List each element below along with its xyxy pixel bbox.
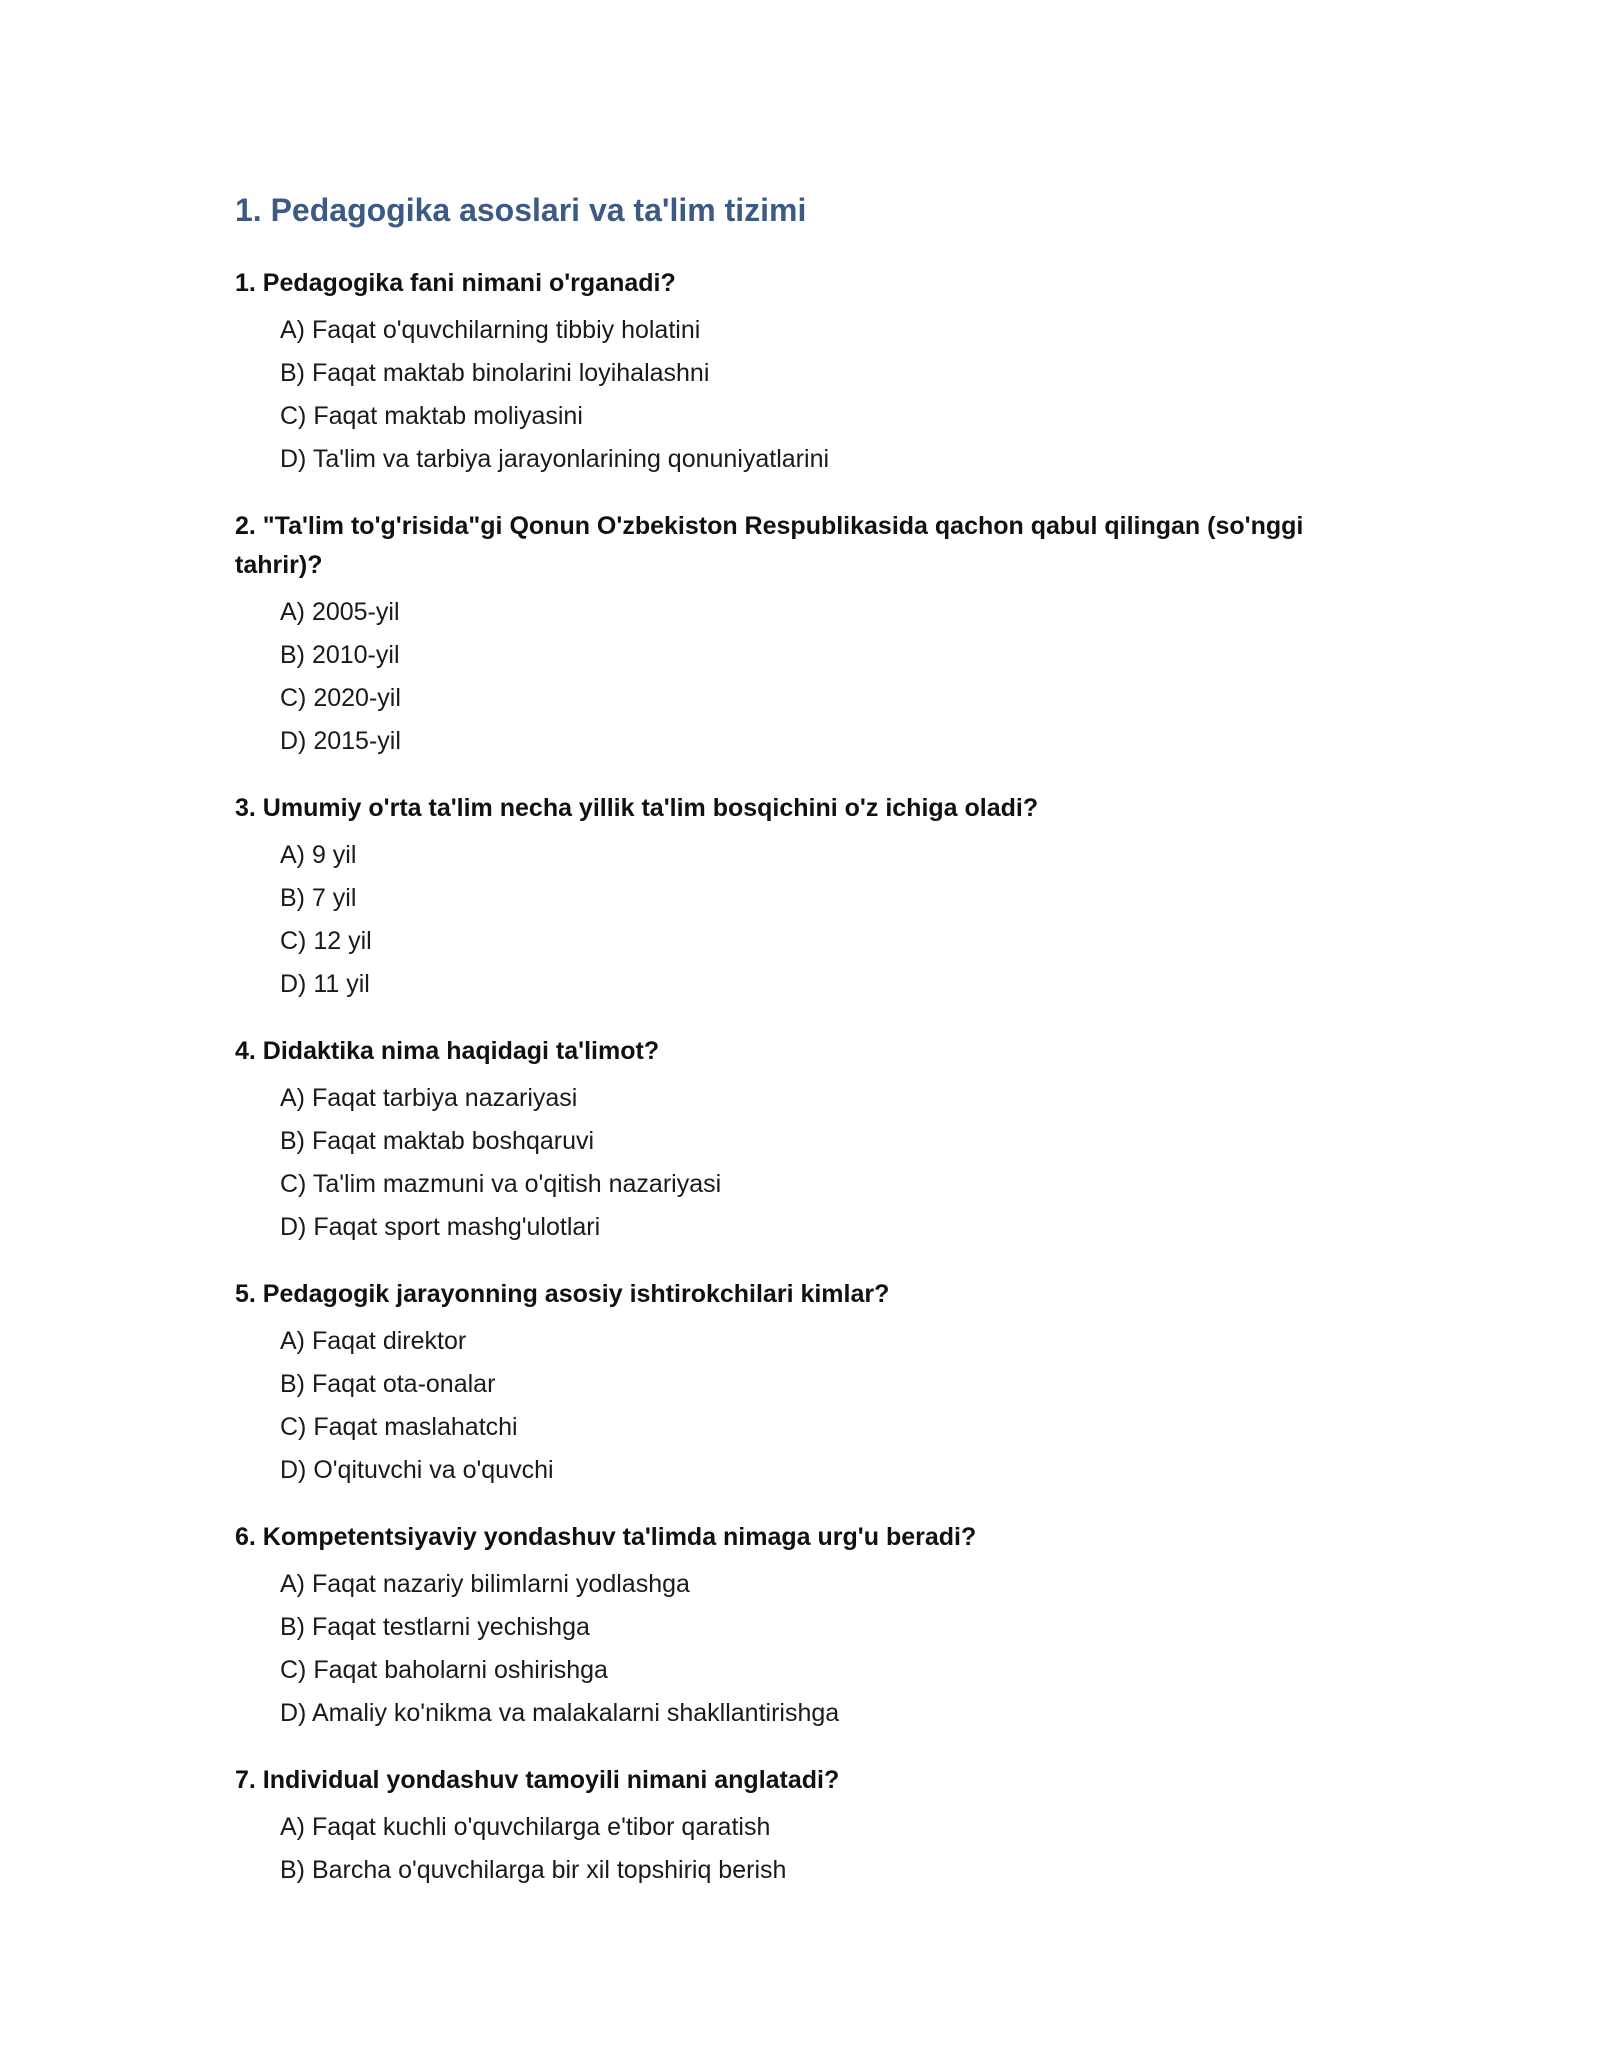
option-c: C) 2020-yil xyxy=(280,684,401,712)
option-b: B) Barcha o'quvchilarga bir xil topshiriq berish xyxy=(280,1856,787,1884)
option-list xyxy=(235,1806,1365,1892)
option-list xyxy=(235,834,1365,1006)
option-d: D) Amaliy ko'nikma va malakalarni shakllantirishga xyxy=(280,1699,840,1727)
option-b: B) Faqat maktab boshqaruvi xyxy=(280,1127,595,1155)
option-b: B) Faqat maktab binolarini loyihalashni xyxy=(280,359,710,387)
option-a: A) Faqat o'quvchilarning tibbiy holatini xyxy=(280,316,701,344)
option-list xyxy=(235,309,1365,481)
option-a: A) Faqat nazariy bilimlarni yodlashga xyxy=(280,1570,690,1598)
option-c: C) Faqat maslahatchi xyxy=(280,1413,518,1441)
option-c: C) Ta'lim mazmuni va o'qitish nazariyasi xyxy=(280,1170,722,1198)
option-a: A) Faqat kuchli o'quvchilarga e'tibor qaratish xyxy=(280,1813,771,1841)
option-d: D) 2015-yil xyxy=(280,727,401,755)
option-a: A) 9 yil xyxy=(280,841,357,869)
option-list xyxy=(235,1320,1365,1492)
question-2 xyxy=(235,507,1365,763)
option-c: C) 12 yil xyxy=(280,927,372,955)
option-b: B) 7 yil xyxy=(280,884,357,912)
option-list xyxy=(235,1077,1365,1249)
option-list xyxy=(235,591,1365,763)
question-4 xyxy=(235,1032,1365,1249)
option-b: B) 2010-yil xyxy=(280,641,400,669)
question-7 xyxy=(235,1761,1365,1892)
document-page xyxy=(235,190,1365,1918)
option-b: B) Faqat ota-onalar xyxy=(280,1370,496,1398)
option-list xyxy=(235,1563,1365,1735)
question-text: 4. Didaktika nima haqidagi ta'limot? xyxy=(235,1037,660,1065)
option-d: D) 11 yil xyxy=(280,970,370,998)
question-6 xyxy=(235,1518,1365,1735)
section-title: 1. Pedagogika asoslari va ta'lim tizimi xyxy=(235,192,807,228)
question-text: 3. Umumiy o'rta ta'lim necha yillik ta'lim bosqichini o'z ichiga oladi? xyxy=(235,794,1039,822)
question-text: 1. Pedagogika fani nimani o'rganadi? xyxy=(235,269,676,297)
option-d: D) Ta'lim va tarbiya jarayonlarining qonuniyatlarini xyxy=(280,445,830,473)
question-text: 6. Kompetentsiyaviy yondashuv ta'limda nimaga urg'u beradi? xyxy=(235,1523,977,1551)
option-a: A) Faqat direktor xyxy=(280,1327,467,1355)
question-text: 7. Individual yondashuv tamoyili nimani anglatadi? xyxy=(235,1766,840,1794)
question-text: 5. Pedagogik jarayonning asosiy ishtirokchilari kimlar? xyxy=(235,1280,890,1308)
question-text: 2. "Ta'lim to'g'risida"gi Qonun O'zbekiston Respublikasida qachon qabul qilingan (so'nggi tahrir)? xyxy=(235,512,1304,579)
option-a: A) Faqat tarbiya nazariyasi xyxy=(280,1084,578,1112)
question-5 xyxy=(235,1275,1365,1492)
option-d: D) O'qituvchi va o'quvchi xyxy=(280,1456,554,1484)
option-a: A) 2005-yil xyxy=(280,598,400,626)
option-d: D) Faqat sport mashg'ulotlari xyxy=(280,1213,601,1241)
option-c: C) Faqat baholarni oshirishga xyxy=(280,1656,608,1684)
question-1 xyxy=(235,264,1365,481)
option-c: C) Faqat maktab moliyasini xyxy=(280,402,583,430)
option-b: B) Faqat testlarni yechishga xyxy=(280,1613,590,1641)
question-3 xyxy=(235,789,1365,1006)
